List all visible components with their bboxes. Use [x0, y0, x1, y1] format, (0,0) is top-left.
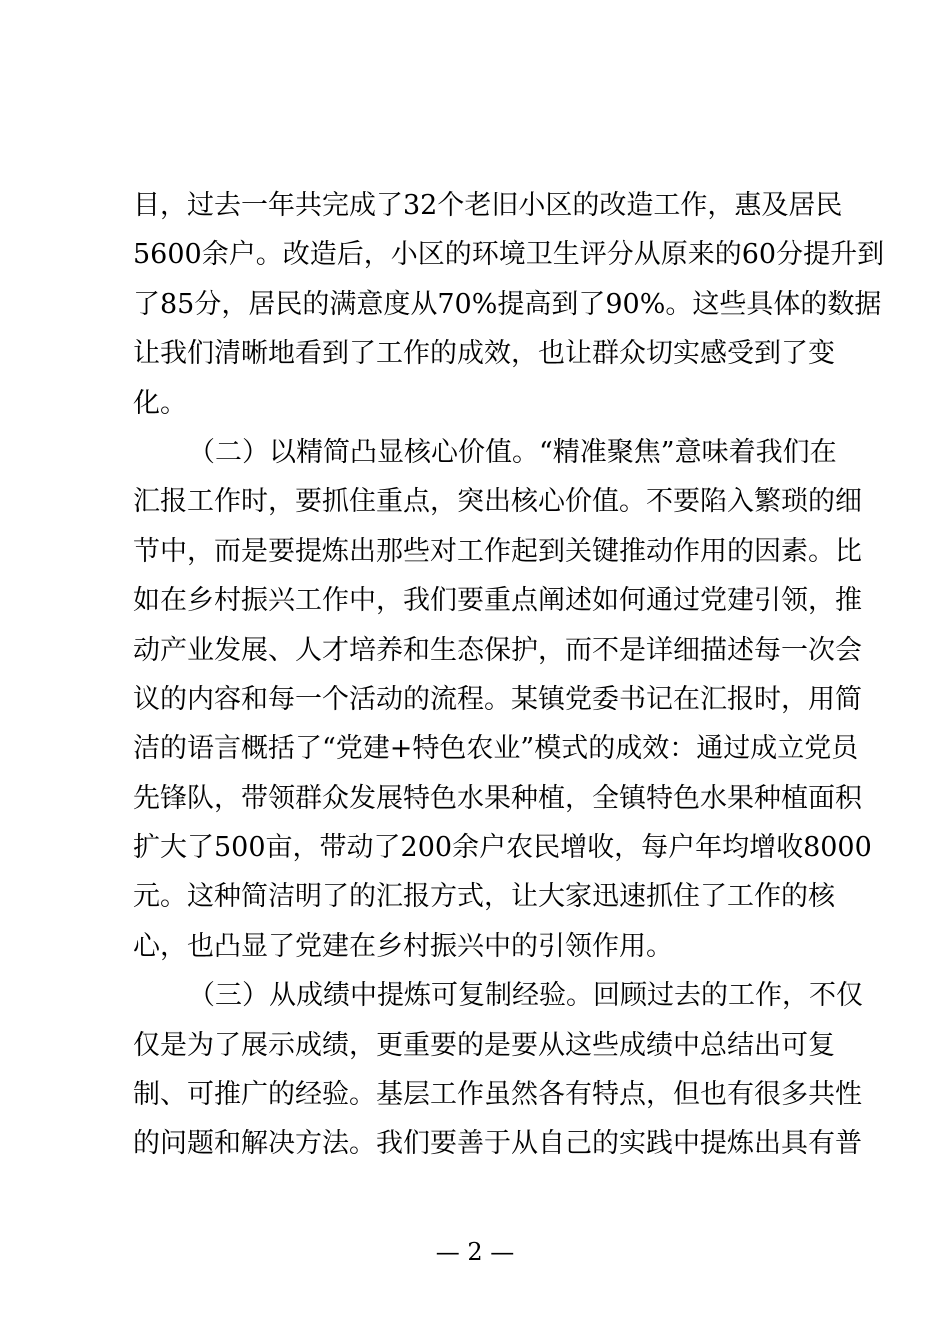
section-heading-line: （二）以精简凸显核心价值。“精准聚焦”意味着我们在 [188, 436, 837, 468]
text-line: 心，也凸显了党建在乡村振兴中的引领作用。 [133, 930, 673, 962]
text-line: 化。 [133, 387, 187, 419]
text-line: 扩大了500亩，带动了200余户农民增收，每户年均增收8000 [133, 832, 872, 864]
text-line: 议的内容和每一个活动的流程。某镇党委书记在汇报时，用简 [133, 683, 862, 715]
text-line: 了85分，居民的满意度从70%提高到了90%。这些具体的数据 [133, 288, 882, 320]
text-line: 先锋队，带领群众发展特色水果种植，全镇特色水果种植面积 [133, 782, 862, 814]
text-line: 汇报工作时，要抓住重点，突出核心价值。不要陷入繁琐的细 [133, 486, 862, 518]
text-line: 让我们清晰地看到了工作的成效，也让群众切实感受到了变 [133, 338, 835, 370]
text-line: 5600余户。改造后，小区的环境卫生评分从原来的60分提升到 [133, 239, 885, 271]
text-line: 元。这种简洁明了的汇报方式，让大家迅速抓住了工作的核 [133, 881, 835, 913]
text-line: 洁的语言概括了“党建+特色农业”模式的成效：通过成立党员 [133, 733, 859, 765]
page-number: — 2 — [435, 1238, 515, 1266]
text-line: 的问题和解决方法。我们要善于从自己的实践中提炼出具有普 [133, 1128, 862, 1160]
text-line: 仅是为了展示成绩，更重要的是要从这些成绩中总结出可复 [133, 1029, 835, 1061]
section-heading-line: （三）从成绩中提炼可复制经验。回顾过去的工作，不仅 [188, 980, 863, 1012]
document-body [133, 181, 885, 1169]
text-line: 动产业发展、人才培养和生态保护，而不是详细描述每一次会 [133, 634, 862, 666]
text-line: 如在乡村振兴工作中，我们要重点阐述如何通过党建引领，推 [133, 585, 862, 617]
text-line: 节中，而是要提炼出那些对工作起到关键推动作用的因素。比 [133, 535, 862, 567]
text-line: 目，过去一年共完成了32个老旧小区的改造工作，惠及居民 [133, 190, 843, 221]
text-line: 制、可推广的经验。基层工作虽然各有特点，但也有很多共性 [133, 1079, 862, 1111]
